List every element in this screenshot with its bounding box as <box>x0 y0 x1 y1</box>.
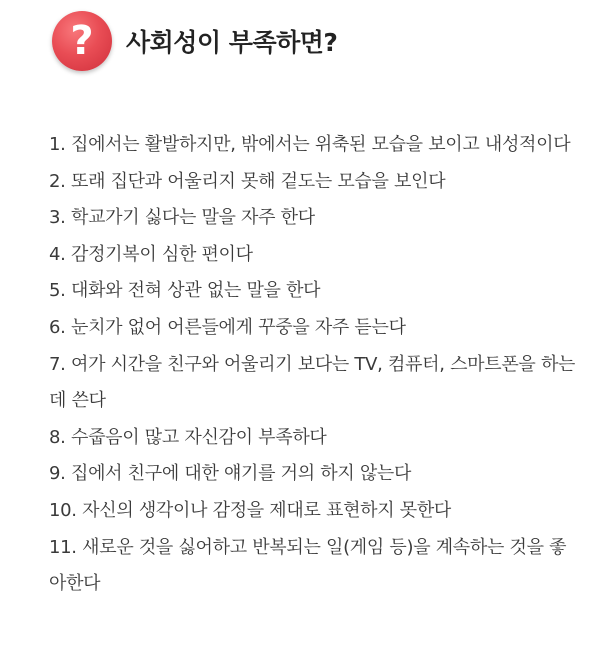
list-item: 6. 눈치가 없어 어른들에게 꾸중을 자주 듣는다 <box>49 316 406 338</box>
question-mark-icon <box>52 11 112 71</box>
list-item: 1. 집에서는 활발하지만, 밖에서는 위축된 모습을 보이고 내성적이다 <box>49 134 571 155</box>
list-item: 2. 또래 집단과 어울리지 못해 겉도는 모습을 보인다 <box>49 170 446 192</box>
list-item: 5. 대화와 전혀 상관 없는 말을 한다 <box>49 280 321 302</box>
symptom-list <box>49 127 579 603</box>
list-item: 8. 수줍음이 많고 자신감이 부족하다 <box>49 426 327 448</box>
header <box>52 8 337 74</box>
list-item: 4. 감정기복이 심한 편이다 <box>49 243 253 265</box>
page-title: 사회성이 부족하면? <box>126 28 338 57</box>
list-item: 10. 자신의 생각이나 감정을 제대로 표현하지 못한다 <box>49 499 452 521</box>
list-item: 9. 집에서 친구에 대한 얘기를 거의 하지 않는다 <box>49 463 412 485</box>
list-item: 7. 여가 시간을 친구와 어울리기 보다는 TV, 컴퓨터, 스마트폰을 하는데 쓴다 <box>49 353 576 412</box>
question-mark-symbol: ? <box>70 18 94 64</box>
list-item: 11. 새로운 것을 싫어하고 반복되는 일(게임 등)을 계속하는 것을 좋아한다 <box>49 536 567 595</box>
list-item: 3. 학교가기 싫다는 말을 자주 한다 <box>49 207 315 229</box>
